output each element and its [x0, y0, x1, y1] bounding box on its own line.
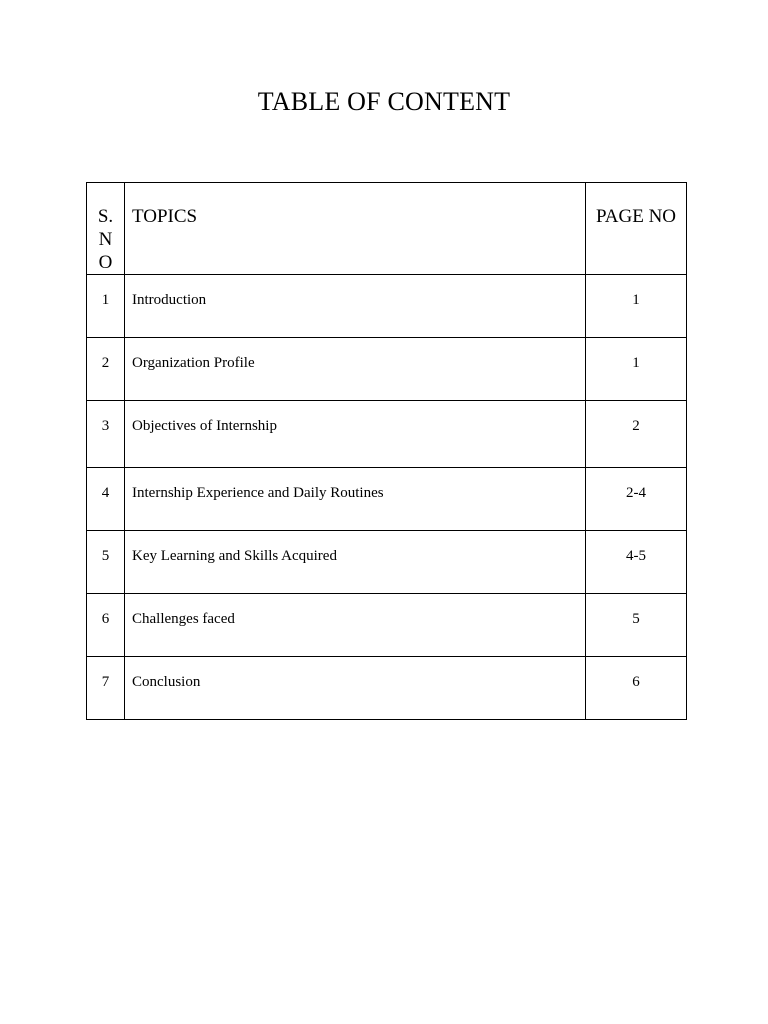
table-row: [87, 657, 687, 720]
row-sno: 3: [87, 401, 125, 468]
row-page: 5: [586, 594, 687, 657]
row-sno: 5: [87, 531, 125, 594]
row-topic: Key Learning and Skills Acquired: [125, 531, 586, 594]
row-page: 1: [586, 275, 687, 338]
header-page-no: PAGE NO: [586, 183, 687, 275]
table-row: [87, 531, 687, 594]
table-of-contents: [86, 182, 687, 720]
row-page: 2: [586, 401, 687, 468]
row-topic: Conclusion: [125, 657, 586, 720]
header-topics: TOPICS: [125, 183, 586, 275]
row-sno: 7: [87, 657, 125, 720]
row-page: 2-4: [586, 468, 687, 531]
table-row: [87, 275, 687, 338]
row-topic: Organization Profile: [125, 338, 586, 401]
row-page: 6: [586, 657, 687, 720]
table-row: [87, 401, 687, 468]
page-title: TABLE OF CONTENT: [257, 87, 511, 116]
header-sno: S.NO: [87, 183, 125, 275]
row-page: 4-5: [586, 531, 687, 594]
row-sno: 6: [87, 594, 125, 657]
table-row: [87, 338, 687, 401]
table-row: [87, 594, 687, 657]
table-header-row: [87, 183, 687, 275]
row-sno: 4: [87, 468, 125, 531]
row-topic: Introduction: [125, 275, 586, 338]
row-topic: Objectives of Internship: [125, 401, 586, 468]
row-page: 1: [586, 338, 687, 401]
row-topic: Internship Experience and Daily Routines: [125, 468, 586, 531]
row-sno: 2: [87, 338, 125, 401]
table-row: [87, 468, 687, 531]
row-topic: Challenges faced: [125, 594, 586, 657]
row-sno: 1: [87, 275, 125, 338]
